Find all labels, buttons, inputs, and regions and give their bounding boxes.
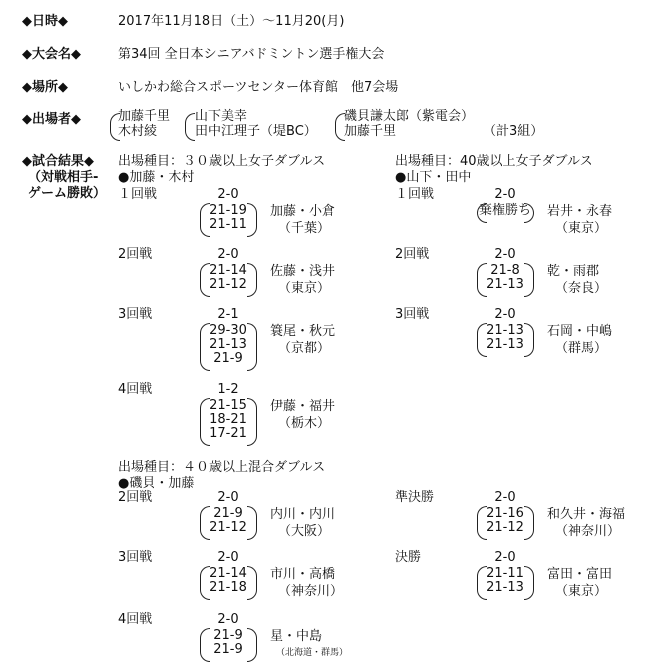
opponent-prefecture: （栃木） <box>278 416 331 431</box>
opponent-names: 星・中島 <box>270 629 323 644</box>
results-note: ゲーム勝敗） <box>28 186 107 201</box>
match-result: 2-0 <box>494 307 516 322</box>
players-label: ◆出場者◆ <box>22 112 81 127</box>
game-score: 29-30 <box>209 323 247 338</box>
game-score: 18-21 <box>209 412 247 427</box>
round-label: 準決勝 <box>395 490 435 505</box>
match-result: 2-0 <box>494 490 516 505</box>
bracket <box>247 566 257 600</box>
section-pair: ●加藤・木村 <box>118 170 195 185</box>
event-label: ◆大会名◆ <box>22 47 81 62</box>
event-value: 第34回 全日本シニアバドミントン選手権大会 <box>118 47 385 62</box>
game-score: 棄権勝ち <box>478 203 531 218</box>
game-score: 21-11 <box>209 217 247 232</box>
bracket <box>200 203 210 237</box>
bracket <box>477 323 487 357</box>
players-total: （計3組） <box>483 124 544 139</box>
section-title: 出場種目：３０歳以上女子ダブルス <box>118 154 326 169</box>
bracket <box>247 263 257 297</box>
game-score: 21-15 <box>209 398 247 413</box>
opponent-prefecture: （北海道・群馬） <box>276 648 349 658</box>
date-label: ◆日時◆ <box>22 14 68 29</box>
game-score: 21-13 <box>209 337 247 352</box>
round-label: 2回戦 <box>395 247 430 262</box>
bracket <box>247 203 257 237</box>
game-score: 21-9 <box>213 351 243 366</box>
game-score: 21-18 <box>209 580 247 595</box>
game-score: 21-9 <box>213 506 243 521</box>
bracket <box>524 323 534 357</box>
results-note: （対戦相手- <box>28 170 99 185</box>
match-result: 1-2 <box>217 382 239 397</box>
round-label: 3回戦 <box>118 307 153 322</box>
game-score: 21-14 <box>209 263 247 278</box>
game-score: 21-13 <box>486 277 524 292</box>
section-pair: ●山下・田中 <box>395 170 472 185</box>
match-result: 2-1 <box>217 307 239 322</box>
player-line: 田中江理子（堤BC） <box>195 124 317 139</box>
game-score: 21-12 <box>486 520 524 535</box>
date-value: 2017年11月18日（土）～11月20(月) <box>118 14 345 29</box>
opponent-names: 乾・雨郡 <box>547 264 600 279</box>
game-score: 21-12 <box>209 520 247 535</box>
bracket <box>247 628 257 662</box>
bracket <box>524 263 534 297</box>
bracket <box>247 323 257 371</box>
opponent-prefecture: （神奈川） <box>555 524 621 539</box>
section-pair: ●磯貝・加藤 <box>118 476 195 491</box>
section-title: 出場種目：40歳以上女子ダブルス <box>395 154 593 169</box>
bracket <box>477 506 487 540</box>
opponent-prefecture: （大阪） <box>278 524 331 539</box>
venue-value: いしかわ総合スポーツセンター体育館 他7会場 <box>118 80 399 95</box>
round-label: １回戦 <box>395 187 435 202</box>
bracket <box>477 203 487 223</box>
opponent-prefecture: （東京） <box>278 281 331 296</box>
opponent-names: 富田・富田 <box>547 567 613 582</box>
opponent-prefecture: （千葉） <box>278 221 331 236</box>
bracket <box>200 263 210 297</box>
game-score: 21-13 <box>486 580 524 595</box>
opponent-names: 加藤・小倉 <box>270 204 336 219</box>
round-label: 2回戦 <box>118 247 153 262</box>
game-score: 21-16 <box>486 506 524 521</box>
game-score: 21-14 <box>209 566 247 581</box>
player-line: 加藤千里 <box>344 124 397 139</box>
bracket <box>200 506 210 540</box>
match-result: 2-0 <box>217 187 239 202</box>
round-label: １回戦 <box>118 187 158 202</box>
round-label: 3回戦 <box>118 550 153 565</box>
player-line: 木村綾 <box>118 124 158 139</box>
game-score: 21-9 <box>213 628 243 643</box>
opponent-names: 伊藤・福井 <box>270 399 336 414</box>
opponent-prefecture: （東京） <box>555 221 608 236</box>
bracket <box>200 566 210 600</box>
bracket <box>247 506 257 540</box>
opponent-names: 簑尾・秋元 <box>270 324 336 339</box>
bracket <box>524 566 534 600</box>
game-score: 21-11 <box>486 566 524 581</box>
opponent-names: 岩井・永春 <box>547 204 613 219</box>
section-title: 出場種目：４０歳以上混合ダブルス <box>118 460 326 475</box>
venue-label: ◆場所◆ <box>22 80 68 95</box>
player-line: 加藤千里 <box>118 109 171 124</box>
match-result: 2-0 <box>217 247 239 262</box>
game-score: 21-13 <box>486 337 524 352</box>
opponent-names: 石岡・中嶋 <box>547 324 613 339</box>
match-result: 2-0 <box>494 187 516 202</box>
round-label: 2回戦 <box>118 490 153 505</box>
match-result: 2-0 <box>217 490 239 505</box>
bracket <box>477 263 487 297</box>
opponent-names: 市川・高橋 <box>270 567 336 582</box>
opponent-prefecture: （神奈川） <box>278 584 344 599</box>
opponent-names: 内川・内川 <box>270 507 336 522</box>
bracket <box>477 566 487 600</box>
player-line: 山下美幸 <box>195 109 248 124</box>
opponent-prefecture: （東京） <box>555 584 608 599</box>
bracket <box>200 628 210 662</box>
round-label: 4回戦 <box>118 382 153 397</box>
match-result: 2-0 <box>494 247 516 262</box>
bracket <box>185 113 195 141</box>
bracket <box>200 323 210 371</box>
player-line: 磯貝謙太郎（紫電会） <box>344 109 475 124</box>
game-score: 21-13 <box>486 323 524 338</box>
round-label: 決勝 <box>395 550 422 565</box>
game-score: 21-19 <box>209 203 247 218</box>
results-label: ◆試合結果◆ <box>22 154 94 169</box>
round-label: 3回戦 <box>395 307 430 322</box>
game-score: 21-12 <box>209 277 247 292</box>
game-score: 21-8 <box>490 263 520 278</box>
opponent-names: 和久井・海福 <box>547 507 626 522</box>
bracket <box>200 398 210 446</box>
bracket <box>247 398 257 446</box>
bracket <box>524 506 534 540</box>
game-score: 21-9 <box>213 642 243 657</box>
round-label: 4回戦 <box>118 612 153 627</box>
match-result: 2-0 <box>217 550 239 565</box>
opponent-prefecture: （群馬） <box>555 341 608 356</box>
opponent-prefecture: （京都） <box>278 341 331 356</box>
match-result: 2-0 <box>494 550 516 565</box>
game-score: 17-21 <box>209 426 247 441</box>
opponent-names: 佐藤・浅井 <box>270 264 336 279</box>
opponent-prefecture: （奈良） <box>555 281 608 296</box>
match-result: 2-0 <box>217 612 239 627</box>
